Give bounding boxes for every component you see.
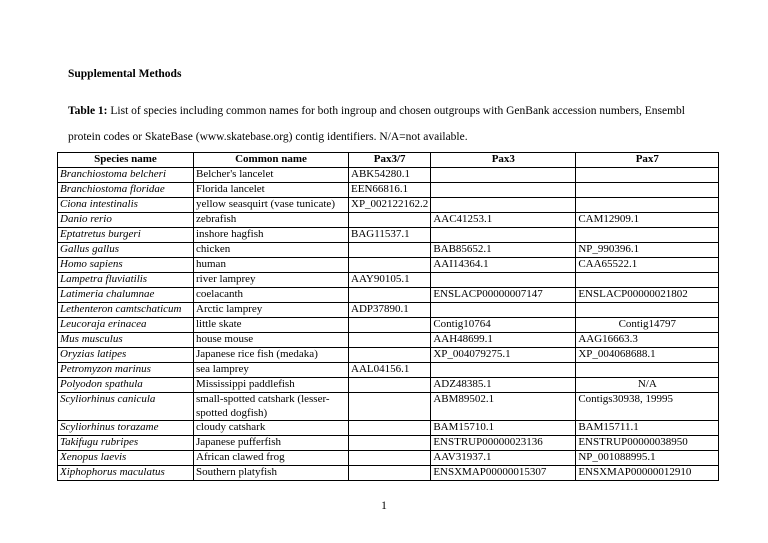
common-name-cell: sea lamprey — [194, 363, 349, 378]
pax7-cell: CAA65522.1 — [576, 258, 719, 273]
common-name-cell: Florida lancelet — [194, 183, 349, 198]
common-name-cell: yellow seasquirt (vase tunicate) — [194, 198, 349, 213]
pax7-cell: AAG16663.3 — [576, 333, 719, 348]
species-cell: Eptatretus burgeri — [58, 228, 194, 243]
table-row — [58, 333, 719, 348]
table-row — [58, 421, 719, 436]
pax37-cell — [349, 213, 431, 228]
pax3-cell: ENSLACP00000007147 — [431, 288, 576, 303]
pax37-cell — [349, 451, 431, 466]
common-name-cell: human — [194, 258, 349, 273]
species-cell: Oryzias latipes — [58, 348, 194, 363]
species-cell: Latimeria chalumnae — [58, 288, 194, 303]
species-table — [57, 152, 719, 481]
pax7-cell — [576, 303, 719, 318]
table-row — [58, 258, 719, 273]
common-name-cell: little skate — [194, 318, 349, 333]
table-row — [58, 451, 719, 466]
pax3-cell — [431, 303, 576, 318]
pax3-cell: ENSXMAP00000015307 — [431, 466, 576, 481]
common-name-cell: small-spotted catshark (lesser-spotted dogfish) — [194, 393, 349, 421]
pax37-cell — [349, 318, 431, 333]
common-name-cell: river lamprey — [194, 273, 349, 288]
pax7-cell: ENSTRUP00000038950 — [576, 436, 719, 451]
table-row — [58, 348, 719, 363]
pax7-cell — [576, 363, 719, 378]
common-name-cell: Mississippi paddlefish — [194, 378, 349, 393]
table-caption — [68, 98, 708, 150]
table-row — [58, 288, 719, 303]
species-cell: Ciona intestinalis — [58, 198, 194, 213]
pax3-cell — [431, 228, 576, 243]
section-heading: Supplemental Methods — [68, 68, 182, 80]
table-row — [58, 243, 719, 258]
common-name-cell: Belcher's lancelet — [194, 168, 349, 183]
table-row — [58, 318, 719, 333]
pax7-cell — [576, 228, 719, 243]
pax7-cell — [576, 273, 719, 288]
pax3-cell — [431, 363, 576, 378]
species-cell: Gallus gallus — [58, 243, 194, 258]
common-name-cell: African clawed frog — [194, 451, 349, 466]
pax37-cell: BAG11537.1 — [349, 228, 431, 243]
species-cell: Lethenteron camtschaticum — [58, 303, 194, 318]
pax7-cell: Contigs30938, 19995 — [576, 393, 719, 421]
pax3-cell — [431, 183, 576, 198]
species-cell: Homo sapiens — [58, 258, 194, 273]
species-cell: Scyliorhinus torazame — [58, 421, 194, 436]
pax7-cell — [576, 168, 719, 183]
pax37-cell — [349, 421, 431, 436]
pax7-cell — [576, 198, 719, 213]
pax37-cell — [349, 333, 431, 348]
pax3-cell: AAH48699.1 — [431, 333, 576, 348]
pax3-cell: AAV31937.1 — [431, 451, 576, 466]
pax7-cell: N/A — [576, 378, 719, 393]
pax3-cell: AAC41253.1 — [431, 213, 576, 228]
table-row — [58, 213, 719, 228]
col-header-pax7: Pax7 — [576, 153, 719, 168]
common-name-cell: Japanese pufferfish — [194, 436, 349, 451]
table-row — [58, 303, 719, 318]
pax7-cell — [576, 183, 719, 198]
table-row — [58, 168, 719, 183]
col-header-species: Species name — [58, 153, 194, 168]
pax37-cell: AAY90105.1 — [349, 273, 431, 288]
pax7-cell: BAM15711.1 — [576, 421, 719, 436]
pax37-cell — [349, 258, 431, 273]
pax37-cell: AAL04156.1 — [349, 363, 431, 378]
pax7-cell: ENSLACP00000021802 — [576, 288, 719, 303]
pax37-cell — [349, 378, 431, 393]
col-header-common: Common name — [194, 153, 349, 168]
common-name-cell: coelacanth — [194, 288, 349, 303]
species-cell: Takifugu rubripes — [58, 436, 194, 451]
table-row — [58, 228, 719, 243]
species-cell: Mus musculus — [58, 333, 194, 348]
pax3-cell — [431, 273, 576, 288]
pax3-cell: Contig10764 — [431, 318, 576, 333]
col-header-pax3: Pax3 — [431, 153, 576, 168]
table-row — [58, 198, 719, 213]
pax37-cell: XP_002122162.2 — [349, 198, 431, 213]
pax3-cell: BAM15710.1 — [431, 421, 576, 436]
table-row — [58, 378, 719, 393]
species-cell: Petromyzon marinus — [58, 363, 194, 378]
species-cell: Leucoraja erinacea — [58, 318, 194, 333]
species-cell: Scyliorhinus canicula — [58, 393, 194, 421]
pax37-cell: ABK54280.1 — [349, 168, 431, 183]
caption-text: List of species including common names for both ingroup and chosen outgroups with GenBank accession numbers, Ensembl protein codes or SkateBase (www.skatebase.org) contig identifiers. N/A=not available. — [68, 105, 685, 143]
pax7-cell: XP_004068688.1 — [576, 348, 719, 363]
pax7-cell: CAM12909.1 — [576, 213, 719, 228]
pax3-cell: ABM89502.1 — [431, 393, 576, 421]
species-cell: Branchiostoma belcheri — [58, 168, 194, 183]
species-cell: Branchiostoma floridae — [58, 183, 194, 198]
table-header-row — [58, 153, 719, 168]
pax7-cell: Contig14797 — [576, 318, 719, 333]
common-name-cell: Southern platyfish — [194, 466, 349, 481]
species-cell: Danio rerio — [58, 213, 194, 228]
common-name-cell: house mouse — [194, 333, 349, 348]
table-row — [58, 273, 719, 288]
species-cell: Xiphophorus maculatus — [58, 466, 194, 481]
pax7-cell: NP_001088995.1 — [576, 451, 719, 466]
pax37-cell — [349, 243, 431, 258]
pax7-cell: NP_990396.1 — [576, 243, 719, 258]
pax37-cell — [349, 348, 431, 363]
common-name-cell: inshore hagfish — [194, 228, 349, 243]
table-row — [58, 183, 719, 198]
species-cell: Xenopus laevis — [58, 451, 194, 466]
pax3-cell: ENSTRUP00000023136 — [431, 436, 576, 451]
table-row — [58, 436, 719, 451]
common-name-cell: Arctic lamprey — [194, 303, 349, 318]
pax3-cell: AAI14364.1 — [431, 258, 576, 273]
species-cell: Polyodon spathula — [58, 378, 194, 393]
pax3-cell: ADZ48385.1 — [431, 378, 576, 393]
common-name-cell: cloudy catshark — [194, 421, 349, 436]
common-name-cell: zebrafish — [194, 213, 349, 228]
pax37-cell — [349, 466, 431, 481]
pax37-cell: ADP37890.1 — [349, 303, 431, 318]
pax3-cell: XP_004079275.1 — [431, 348, 576, 363]
pax7-cell: ENSXMAP00000012910 — [576, 466, 719, 481]
col-header-pax37: Pax3/7 — [349, 153, 431, 168]
table-row — [58, 466, 719, 481]
page-number: 1 — [381, 500, 387, 512]
pax3-cell — [431, 168, 576, 183]
pax37-cell — [349, 288, 431, 303]
table-row — [58, 363, 719, 378]
pax37-cell — [349, 436, 431, 451]
pax37-cell — [349, 393, 431, 421]
table-row — [58, 393, 719, 421]
common-name-cell: Japanese rice fish (medaka) — [194, 348, 349, 363]
pax3-cell: BAB85652.1 — [431, 243, 576, 258]
caption-label: Table 1: — [68, 105, 108, 117]
species-cell: Lampetra fluviatilis — [58, 273, 194, 288]
pax37-cell: EEN66816.1 — [349, 183, 431, 198]
pax3-cell — [431, 198, 576, 213]
common-name-cell: chicken — [194, 243, 349, 258]
